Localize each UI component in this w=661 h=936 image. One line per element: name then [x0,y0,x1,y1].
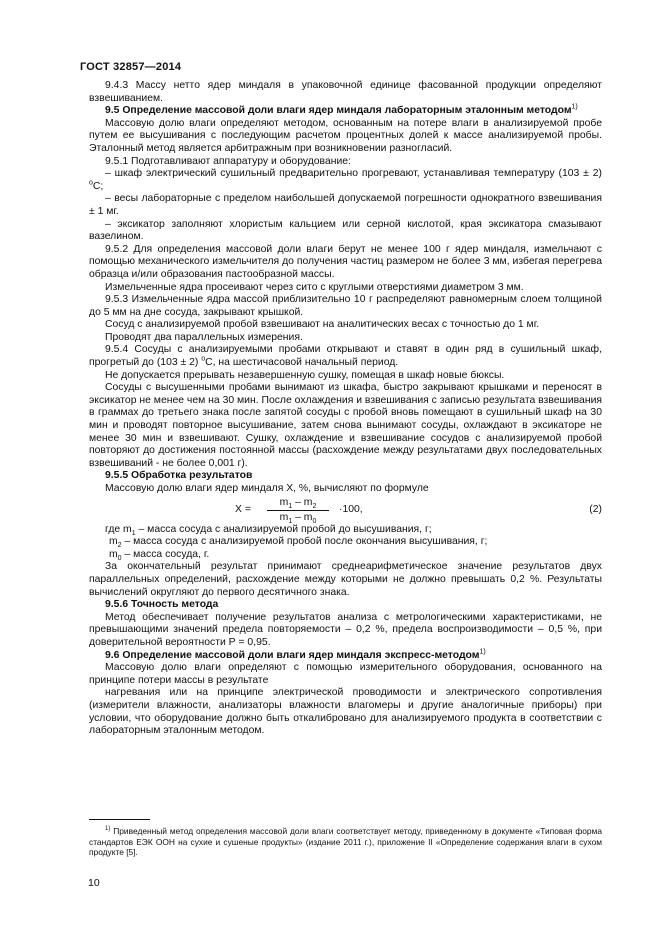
list-item-scales: – весы лабораторные с пределом наибольшей допускаемой погрешности однократного взвешивания ± 1 мг. [89,193,602,217]
formula-moisture [89,496,602,526]
formula-number: (2) [589,503,602,515]
where-line-3: $m_0$ – масса сосуда, г. [109,548,210,562]
formula-fraction [267,497,329,525]
paragraph-sieve: Измельченные ядра просеивают через сито с круглыми отверстиями диаметром 3 мм. [105,281,524,293]
heading-9-5: 9.5 Определение массовой доли влаги ядер миндаля лабораторным эталонным методом$^{1)}$ [105,103,578,117]
footnote-ref: 1) [479,648,486,656]
paragraph-formula-intro: Массовую долю влаги ядер миндаля Х, %, вычисляют по формуле [105,483,429,494]
formula-lhs: Х = [235,503,251,515]
paragraph-express-1: Массовую долю влаги определяют с помощью измерительного оборудования, основанного на принципе потери массы в результате [89,662,602,686]
paragraph-final-result: За окончательный результат принимают среднеарифметическое значение результатов двух параллельных определений, расхождение между которыми не должно превышать 0,2 %. Результаты вычислений округляют до первого десятичного знака. [89,561,602,598]
footnote-ref: 1) [571,103,578,111]
formula-multiplier: ·100, [339,503,363,515]
paragraph-no-interrupt: Не допускается прерывать незавершенную сушку, помещая в шкаф новые бюксы. [105,369,505,381]
footnote-separator [89,819,150,820]
formula-denominator: $m_1 - m_0$ [279,512,317,526]
paragraph-weigh: Сосуд с анализируемой пробой взвешивают на аналитических весах с точностью до 1 мг. [105,319,540,331]
heading-9-6: 9.6 Определение массовой доли влаги ядер миндаля экспресс-методом$^{1)}$ [105,648,486,661]
heading-9-5-5: 9.5.5 Обработка результатов [105,470,253,482]
heading-9-5-6: 9.5.6 Точность метода [105,599,219,611]
document-header: ГОСТ 32857—2014 [80,61,182,73]
paragraph-accuracy: Метод обеспечивает получение результатов анализа с метрологическими характеристиками, не превышающими значений предела повторяемости – 0,2 %, предела воспроизводимости – 0,5 %, при доверительной вероятности Р = 0,95. [89,611,602,648]
formula-numerator: $m_1 - m_2$ [267,497,329,512]
list-item-desiccator: – эксикатор заполняют хлористым кальцием или серной кислотой, края эксикатора смазывают вазелином. [89,218,602,243]
document-body [89,80,602,738]
paragraph-method-description: Массовую долю влаги определяют методом, основанным на потере влаги в анализируемой пробе путем ее высушивания с последующим расчетом процентных долей к массе анализируемой пробы. Эталонный метод является арбитражным при возникновении разногласий. [89,117,602,154]
footnote: $^{1)}$ Приведенный метод определения массовой доли влаги соответствует методу, приведенному в документе «Типовая форма стандартов ЕЭК ООН на сухие и сушеные продукты» (издание 2011 г.), приложение II «Определение содержания влаги в сухом продукте [5]. [89,826,602,858]
paragraph-9-5-2: 9.5.2 Для определения массовой доли влаги берут не менее 100 г ядер миндаля, измельчают с помощью механического измельчителя до получения частиц размером не более 3 мм, избегая перегрева образца и/или образования пастообразной массы. [89,243,602,280]
paragraph-9-4-3: 9.4.3 Массу нетто ядер миндаля в упаковочной единице фасованной продукции определяют взвешиванием. [89,80,602,104]
paragraph-9-5-3: 9.5.3 Измельченные ядра массой приблизительно 10 г распределяют равномерным слоем толщиной до 5 мм на дне сосуда, закрывают крышкой. [89,294,602,318]
page-number: 10 [88,877,100,889]
paragraph-express-2: нагревания или на принципе электрической проводимости и электрического сопротивления (измерители влажности, анализаторы влажности влагомеры и другие аналогичные приборы) при условии, что оборудование должно быть откалибровано для анализируемого продукта в соответствии с лабораторным эталонным методом. [89,687,602,737]
list-item-oven: – шкаф электрический сушильный предварительно прогревают, устанавливая температуру (103 ± 2) $^o$С; [89,168,602,192]
where-line-1: где $m_1$ – масса сосуда с анализируемой пробой до высушивания, г; [105,523,432,537]
paragraph-9-5-4: 9.5.4 Сосуды с анализируемыми пробами открывают и ставят в один ряд в сушильный шкаф, прогретый до (103 ± 2) $^o$С, на шестичасовой начальный период. [89,344,602,369]
paragraph-9-5-1: 9.5.1 Подготавливают аппаратуру и оборудование: [105,155,351,167]
paragraph-drying-cycle: Сосуды с высушенными пробами вынимают из шкафа, быстро закрывают крышками и переносят в эксикатор не менее чем на 30 мин. После охлаждения и взвешивания с записью результата взвешивания в граммах до третьего знака после запятой сосуды с пробой вновь помещают в сушильный шкаф на 30 мин и проводят повторное высушивание, затем снова вынимают сосуды, охлаждают в эксикаторе не менее 30 мин и взвешивают. Сушку, охлаждение и взвешивание сосудов с анализируемой пробой повторяют до достижения постоянной массы (расхождение между результатами двух последовательных взвешиваний - не более 0,001 г). [89,382,602,469]
where-line-2: $m_2$ – масса сосуда с анализируемой пробой после окончания высушивания, г; [109,536,488,550]
paragraph-parallel: Проводят два параллельных измерения. [105,331,303,343]
